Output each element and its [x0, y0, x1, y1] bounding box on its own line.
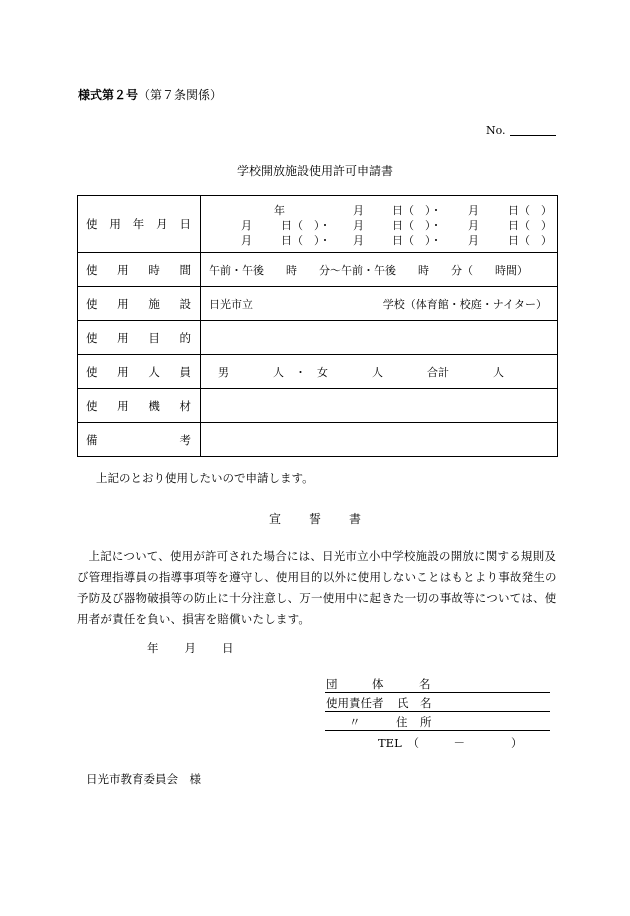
- label-char: 間: [179, 262, 191, 277]
- table-row-people: [78, 355, 558, 389]
- date-cell: [201, 196, 558, 253]
- label-char: 設: [179, 296, 191, 311]
- date-line-1: [201, 202, 557, 217]
- table-row-remarks: [78, 423, 558, 457]
- form-relation: （第７条関係）: [138, 88, 223, 102]
- sig-char: 〃: [349, 715, 361, 729]
- table-row-date: [78, 196, 558, 253]
- table-row-equipment: [78, 389, 558, 423]
- row-label-facility: [78, 287, 201, 321]
- month-char: 月: [241, 218, 252, 232]
- month-char: 月: [468, 233, 479, 247]
- day-char: 日: [508, 233, 519, 247]
- label-char: 目: [148, 330, 160, 345]
- application-table: [77, 195, 558, 457]
- label-char: 日: [179, 217, 191, 231]
- sig-char: 名: [419, 677, 431, 691]
- row-label-purpose: [78, 321, 201, 355]
- month-char: 月: [353, 218, 364, 232]
- date-year: 年: [147, 641, 159, 655]
- address-line[interactable]: [325, 714, 550, 731]
- weekday-blank: （ ）・: [403, 233, 442, 247]
- label-char: 的: [179, 330, 191, 345]
- label-char: 用: [117, 398, 129, 413]
- time-cell[interactable]: 午前・午後 時 分～午前・午後 時 分（ 時間）: [201, 253, 558, 287]
- month-char: 月: [468, 218, 479, 232]
- submission-statement: 上記のとおり使用したいので申請します。: [96, 471, 314, 485]
- document-number-field: [486, 124, 556, 137]
- label-char: 年: [132, 217, 145, 231]
- pledge-title: [0, 510, 630, 527]
- weekday-blank: （ ）・: [292, 218, 331, 232]
- label-char: 使: [86, 398, 98, 413]
- date-month: 月: [184, 641, 196, 655]
- purpose-cell[interactable]: [201, 321, 558, 355]
- addressee: 日光市教育委員会 様: [86, 772, 201, 786]
- sig-char: 住: [396, 715, 408, 729]
- group-name-line[interactable]: [325, 676, 550, 693]
- label-char: 機: [148, 398, 160, 413]
- label-char: 施: [148, 296, 160, 311]
- pledge-title-char: 誓: [308, 512, 321, 526]
- month-char: 月: [468, 203, 479, 217]
- facility-cell[interactable]: [201, 287, 558, 321]
- day-char: 日: [281, 218, 292, 232]
- sig-char: 名: [420, 696, 432, 710]
- page-title: 学校開放施設使用許可申請書: [236, 164, 393, 178]
- label-char: 用: [117, 364, 129, 379]
- pledge-body: [77, 546, 557, 630]
- date-line-2: [201, 217, 557, 232]
- table-row-time: [78, 253, 558, 287]
- weekday-blank: （ ）・: [403, 218, 442, 232]
- weekday-blank: （ ）: [519, 233, 552, 247]
- label-char: 用: [117, 330, 129, 345]
- table-row-facility: [78, 287, 558, 321]
- remarks-cell[interactable]: [201, 423, 558, 457]
- date-line-3: [201, 232, 557, 247]
- day-char: 日: [392, 233, 403, 247]
- day-char: 日: [281, 233, 292, 247]
- weekday-blank: （ ）: [519, 218, 552, 232]
- label-char: 使: [86, 330, 98, 345]
- month-char: 月: [353, 203, 364, 217]
- facility-options: 学校（体育館・校庭・ナイター）: [382, 297, 547, 311]
- facility-prefix: 日光市立: [209, 297, 253, 311]
- sig-char: 所: [420, 715, 432, 729]
- label-char: 人: [148, 364, 160, 379]
- no-label: No.: [486, 124, 506, 137]
- label-char: 使: [86, 262, 98, 277]
- row-label-time: [78, 253, 201, 287]
- label-char: 用: [117, 296, 129, 311]
- label-char: 使: [86, 217, 98, 231]
- label-char: 月: [156, 217, 168, 231]
- form-number: 様式第２号: [78, 88, 139, 102]
- table-row-purpose: [78, 321, 558, 355]
- day-char: 日: [392, 218, 403, 232]
- weekday-blank: （ ）・: [292, 233, 331, 247]
- row-label-people: [78, 355, 201, 389]
- label-char: 備: [86, 432, 98, 447]
- equipment-cell[interactable]: [201, 389, 558, 423]
- sig-char: 体: [372, 677, 384, 691]
- row-label-date: [78, 196, 201, 253]
- sig-char: 氏: [397, 696, 409, 710]
- people-cell[interactable]: 男 人 ・ 女 人 合計 人: [201, 355, 558, 389]
- month-char: 月: [353, 233, 364, 247]
- weekday-blank: （ ）: [519, 203, 552, 217]
- form-number-label: [78, 86, 222, 103]
- sig-char: 団: [326, 677, 338, 691]
- pledge-title-char: 宣: [268, 512, 281, 526]
- label-char: 用: [109, 217, 121, 231]
- label-char: 使: [86, 364, 98, 379]
- tel-line[interactable]: TEL （ － ）: [378, 736, 523, 750]
- responsible-person-line[interactable]: [325, 695, 550, 712]
- label-char: 使: [86, 296, 98, 311]
- day-char: 日: [508, 203, 519, 217]
- row-label-equipment: [78, 389, 201, 423]
- label-char: 用: [117, 262, 129, 277]
- day-char: 日: [508, 218, 519, 232]
- date-day: 日: [222, 641, 234, 655]
- sig-char: 使用責任者: [326, 696, 384, 710]
- year-char: 年: [274, 203, 285, 217]
- no-blank-line: [510, 135, 556, 136]
- row-label-remarks: [78, 423, 201, 457]
- label-char: 材: [179, 398, 191, 413]
- day-char: 日: [392, 203, 403, 217]
- label-char: 時: [148, 262, 160, 277]
- weekday-blank: （ ）・: [403, 203, 442, 217]
- label-char: 考: [179, 432, 191, 447]
- label-char: 員: [179, 364, 191, 379]
- pledge-paragraph: 上記について、使用が許可された場合には、日光市立小中学校施設の開放に関する規則及び管理指導員の指導事項等を遵守し、使用目的以外に使用しないことはもとより事故発生の予防及び器物破損等の防止に十分注意し、万一使用中に起きた一切の事故等については、使用者が責任を負い、損害を賠償いたします。: [77, 549, 557, 626]
- month-char: 月: [241, 233, 252, 247]
- date-line: [147, 640, 260, 656]
- pledge-title-char: 書: [349, 512, 362, 526]
